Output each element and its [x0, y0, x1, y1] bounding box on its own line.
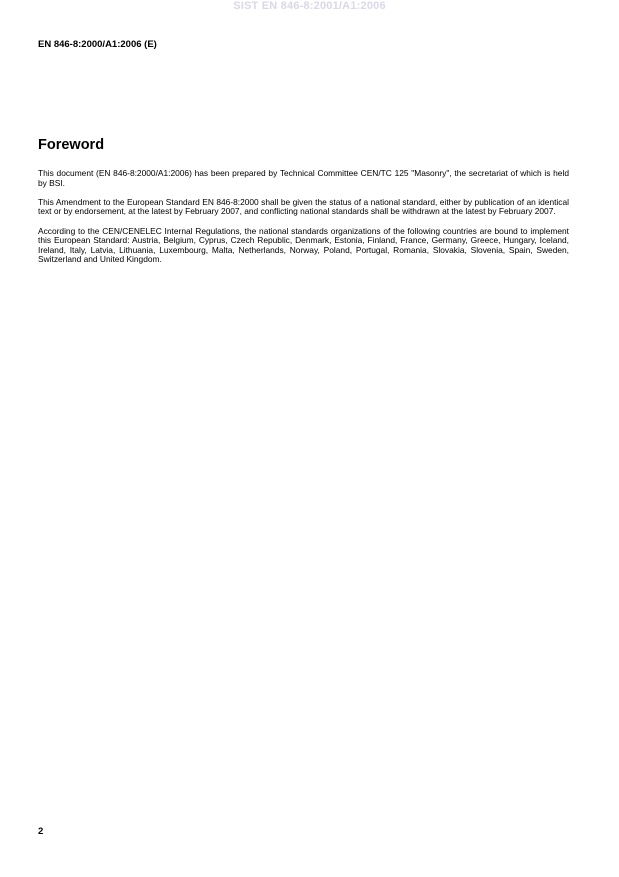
- document-id-header: EN 846-8:2000/A1:2006 (E): [38, 39, 157, 50]
- page-number: 2: [38, 826, 44, 837]
- paragraph-implementation: According to the CEN/CENELEC Internal Regulations, the national standards organizations of the following countries are bound to implement this European Standard: Austria, Belgium, Cyprus, Czech Republic, Denmark, Estonia, Finland, France, Germany, Greece, Hungary, Iceland, Ireland, Italy, Latvia, Lithuania, Luxembourg, Malta, Netherlands, Norway, Poland, Portugal, Romania, Slovakia, Slovenia, Spain, Sweden, Switzerland and United Kingdom.: [38, 225, 569, 265]
- section-title: Foreword: [38, 137, 105, 153]
- paragraph-preparation: This document (EN 846-8:2000/A1:2006) has been prepared by Technical Committee CEN/TC 125 "Masonry", the secretariat of which is held by BSI.: [38, 168, 569, 188]
- foreword-body: [38, 169, 569, 275]
- watermark: SIST EN 846-8:2001/A1:2006: [233, 0, 386, 12]
- paragraph-status: This Amendment to the European Standard EN 846-8:2000 shall be given the status of a national standard, either by publication of an identical text or by endorsement, at the latest by February 2007, and conflicting national standards shall be withdrawn at the latest by February 2007.: [38, 196, 569, 217]
